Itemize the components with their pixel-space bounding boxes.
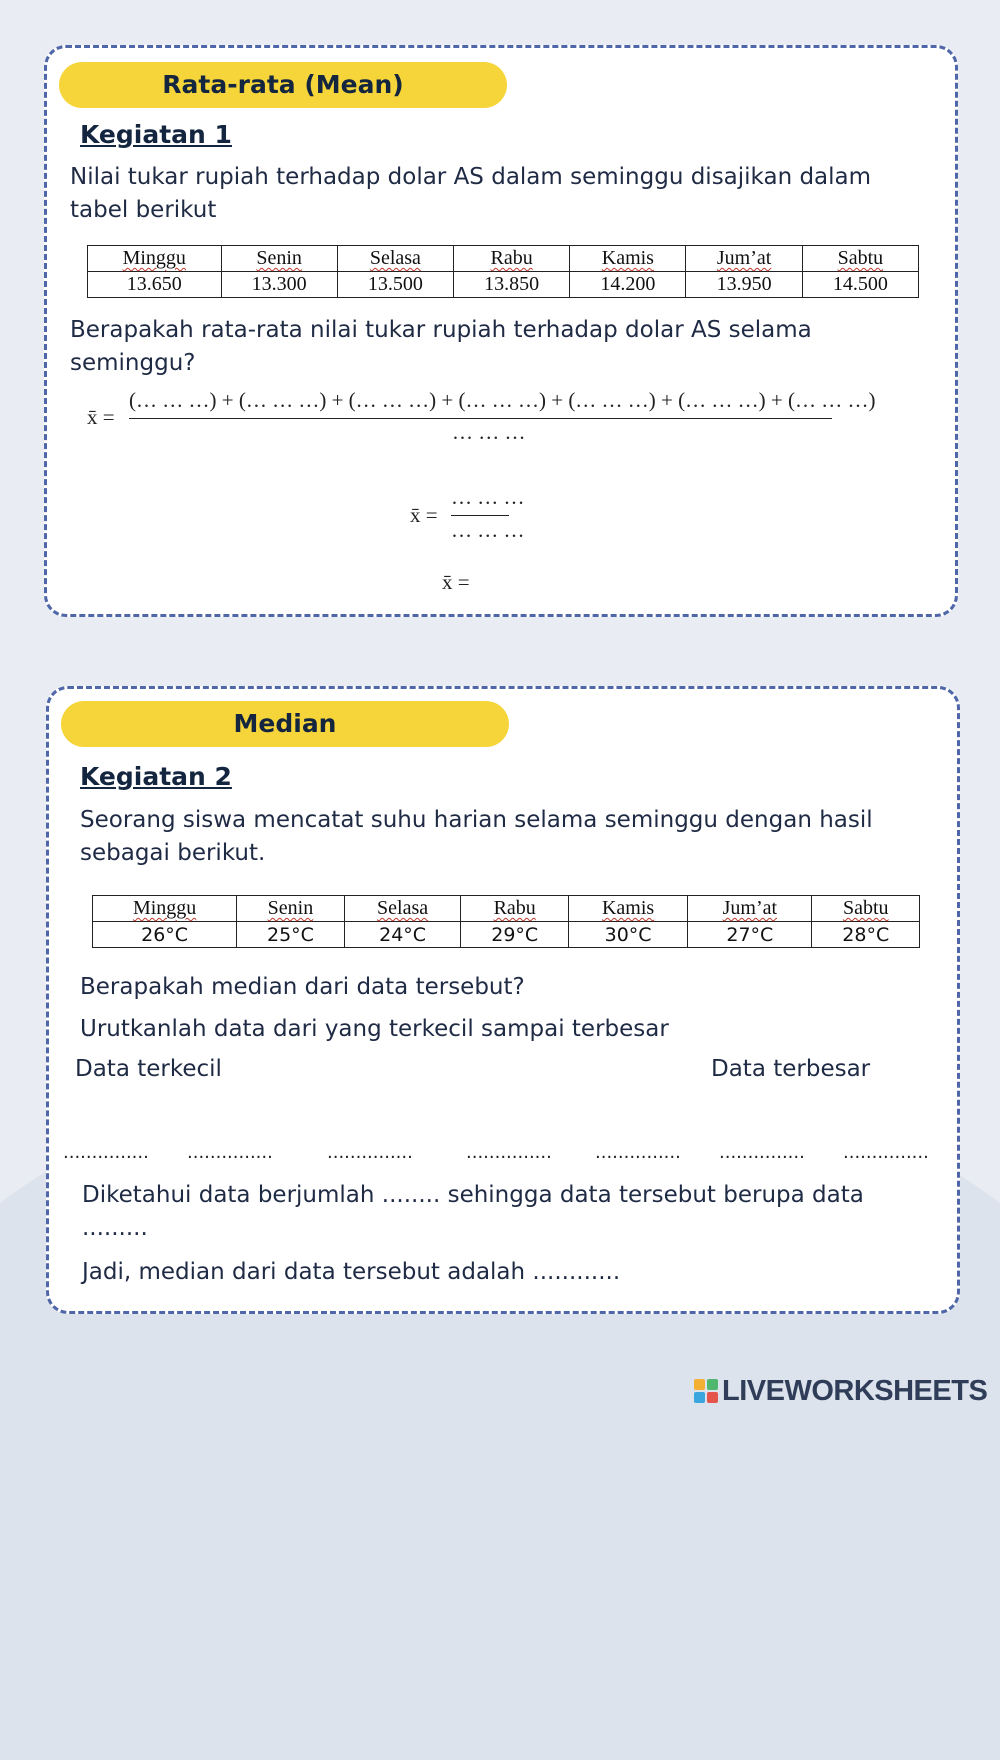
mean-title: Rata-rata (Mean)	[59, 62, 507, 108]
table-header-cell: Senin	[237, 896, 344, 922]
table-header-cell: Minggu	[88, 246, 222, 272]
largest-data-label: Data terbesar	[711, 1056, 871, 1082]
table-cell: 13.850	[454, 272, 570, 298]
table-cell: 24°C	[344, 922, 461, 948]
table-header-cell: Rabu	[461, 896, 568, 922]
mean-symbol: x̄ =	[87, 405, 115, 429]
activity-2-question: Berapakah median dari data tersebut?	[80, 974, 525, 1000]
median-title: Median	[61, 701, 509, 747]
answer-blank[interactable]: ...............	[466, 1142, 552, 1163]
table-cell: 29°C	[461, 922, 568, 948]
table-header-cell: Minggu	[93, 896, 237, 922]
table-cell: 25°C	[237, 922, 344, 948]
median-conclusion: Jadi, median dari data tersebut adalah ............	[82, 1259, 621, 1285]
logo-icon	[694, 1379, 718, 1403]
table-cell: 26°C	[93, 922, 237, 948]
formula-2-denominator: … … …	[451, 518, 525, 542]
table-header-cell: Selasa	[337, 246, 453, 272]
answer-blank[interactable]: ...............	[327, 1142, 413, 1163]
table-header-cell: Kamis	[570, 246, 686, 272]
table-row	[93, 922, 920, 948]
table-cell: 13.950	[686, 272, 802, 298]
mean-symbol-2: x̄ =	[410, 503, 438, 527]
activity-1-heading: Kegiatan 1	[80, 120, 232, 149]
table-header-cell: Kamis	[568, 896, 687, 922]
activity-2-heading: Kegiatan 2	[80, 762, 232, 791]
answer-blank[interactable]: ...............	[595, 1142, 681, 1163]
table-cell: 13.300	[221, 272, 337, 298]
activity-1-question: Berapakah rata-rata nilai tukar rupiah terhadap dolar AS selama seminggu?	[70, 317, 812, 376]
formula-denominator: … … …	[452, 420, 526, 444]
table-header-cell: Selasa	[344, 896, 461, 922]
mean-result-line: x̄ =	[442, 570, 470, 594]
table-cell: 14.500	[802, 272, 918, 298]
activity-1-intro: Nilai tukar rupiah terhadap dolar AS dalam seminggu disajikan dalam tabel berikut	[70, 164, 872, 223]
activity-2-intro: Seorang siswa mencatat suhu harian selama seminggu dengan hasil sebagai berikut.	[80, 807, 873, 866]
temperature-table	[92, 895, 920, 948]
table-cell: 30°C	[568, 922, 687, 948]
table-header-cell: Rabu	[454, 246, 570, 272]
table-header-cell: Sabtu	[812, 896, 920, 922]
activity-2-instruction: Urutkanlah data dari yang terkecil sampai terbesar	[80, 1016, 669, 1042]
smallest-data-label: Data terkecil	[75, 1056, 222, 1082]
median-card	[46, 686, 960, 1314]
formula-numerator: (… … …) + (… … …) + (… … …) + (… … …) + (… … …) + (… … …) + (… … …)	[129, 388, 876, 412]
table-cell: 13.500	[337, 272, 453, 298]
answer-blank[interactable]: ...............	[719, 1142, 805, 1163]
exchange-rate-table	[87, 245, 919, 298]
table-cell: 27°C	[688, 922, 812, 948]
formula-fraction-line	[129, 418, 832, 419]
table-header-row	[93, 896, 920, 922]
answer-blank[interactable]: ...............	[187, 1142, 273, 1163]
table-header-cell: Senin	[221, 246, 337, 272]
table-cell: 13.650	[88, 272, 222, 298]
table-header-row	[88, 246, 919, 272]
table-cell: 28°C	[812, 922, 920, 948]
mean-card	[44, 45, 958, 617]
known-data-text: Diketahui data berjumlah ........ sehingga data tersebut berupa data .........	[82, 1182, 864, 1241]
formula-2-numerator: … … …	[451, 485, 525, 509]
table-cell: 14.200	[570, 272, 686, 298]
table-header-cell: Jum’at	[688, 896, 812, 922]
table-row	[88, 272, 919, 298]
liveworksheets-logo	[694, 1376, 987, 1406]
table-header-cell: Sabtu	[802, 246, 918, 272]
formula-2-fraction-line	[451, 515, 509, 516]
logo-text: LIVEWORKSHEETS	[722, 1374, 988, 1407]
table-header-cell: Jum’at	[686, 246, 802, 272]
answer-blank[interactable]: ...............	[843, 1142, 929, 1163]
answer-blank[interactable]: ...............	[63, 1142, 149, 1163]
